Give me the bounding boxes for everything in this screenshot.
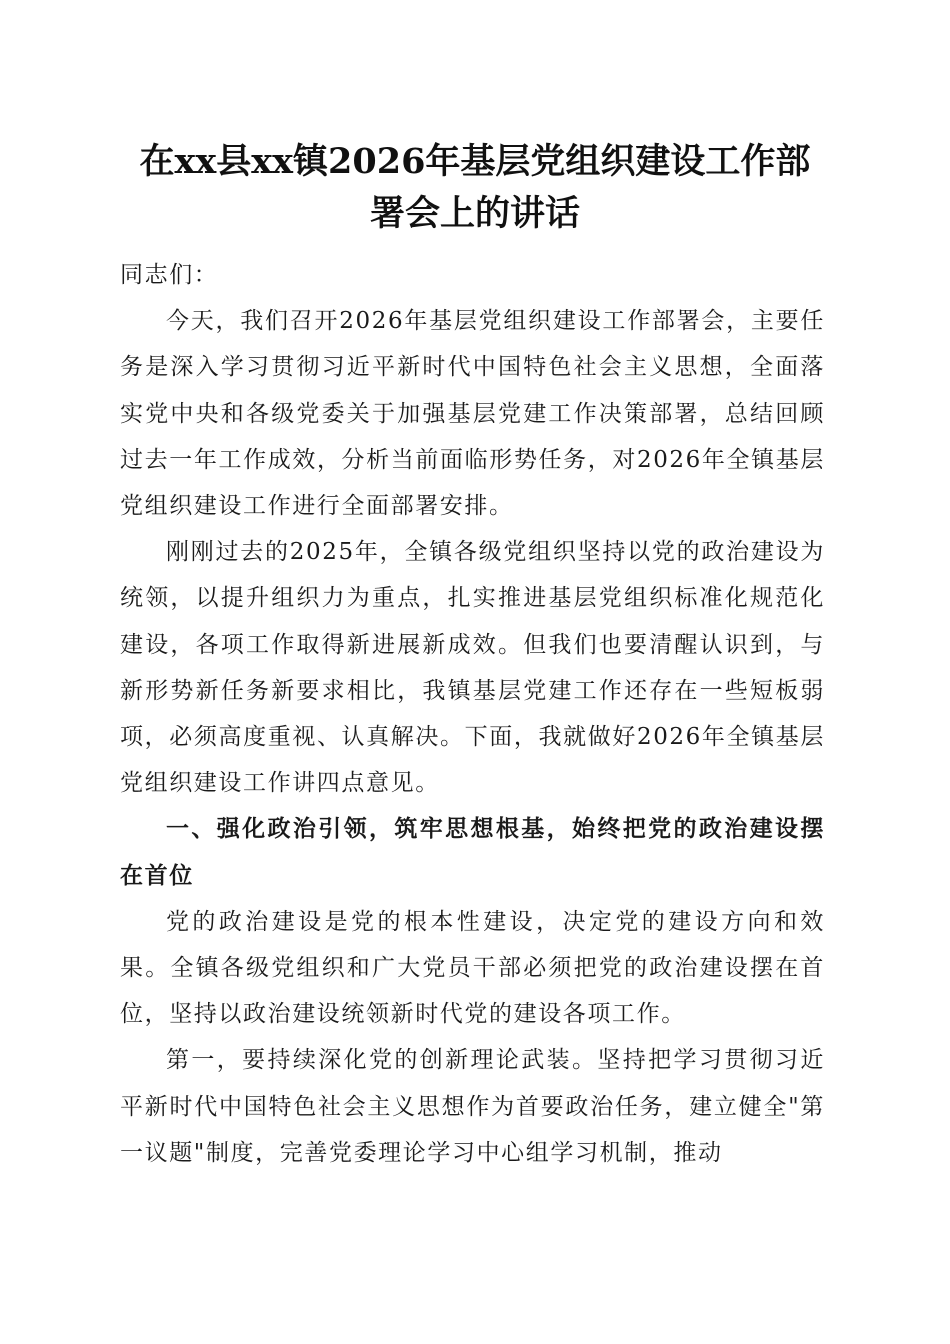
- paragraph-review: 刚刚过去的2025年，全镇各级党组织坚持以党的政治建设为统领，以提升组织力为重点，扎实推进基层党组织标准化规范化建设，各项工作取得新进展新成效。但我们也要清醒认识到，与新形势新任务新要求相比，我镇基层党建工作还存在一些短板弱项，必须高度重视、认真解决。下面，我就做好2026年全镇基层党组织建设工作讲四点意见。: [120, 539, 825, 797]
- paragraph-opening: 今天，我们召开2026年基层党组织建设工作部署会，主要任务是深入学习贯彻习近平新时代中国特色社会主义思想，全面落实党中央和各级党委关于加强基层党建工作决策部署，总结回顾过去一年工作成效，分析当前面临形势任务，对2026年全镇基层党组织建设工作进行全面部署安排。: [120, 308, 825, 520]
- salutation: 同志们：: [120, 262, 219, 288]
- section-heading-1: 一、强化政治引领，筑牢思想根基，始终把党的政治建设摆在首位: [120, 816, 825, 889]
- paragraph-point-1: [120, 1037, 825, 1176]
- point-1-lead: 第一，要持续深化党的创新理论武装。: [166, 1047, 598, 1074]
- title-line-2: 署会上的讲话: [369, 193, 580, 234]
- document-body: [120, 252, 825, 1176]
- document-title: [110, 136, 840, 240]
- title-line-1: 在xx县xx镇2026年基层党组织建设工作部: [139, 141, 811, 182]
- paragraph-section-1: 党的政治建设是党的根本性建设，决定党的建设方向和效果。全镇各级党组织和广大党员干部必须把党的政治建设摆在首位，坚持以政治建设统领新时代党的建设各项工作。: [120, 908, 825, 1028]
- point-1-text: 坚持把学习贯彻习近平新时代中国特色社会主义思想作为首要政治任务，建立健全"第一议题"制度，完善党委理论学习中心组学习机制，推动: [120, 1047, 825, 1166]
